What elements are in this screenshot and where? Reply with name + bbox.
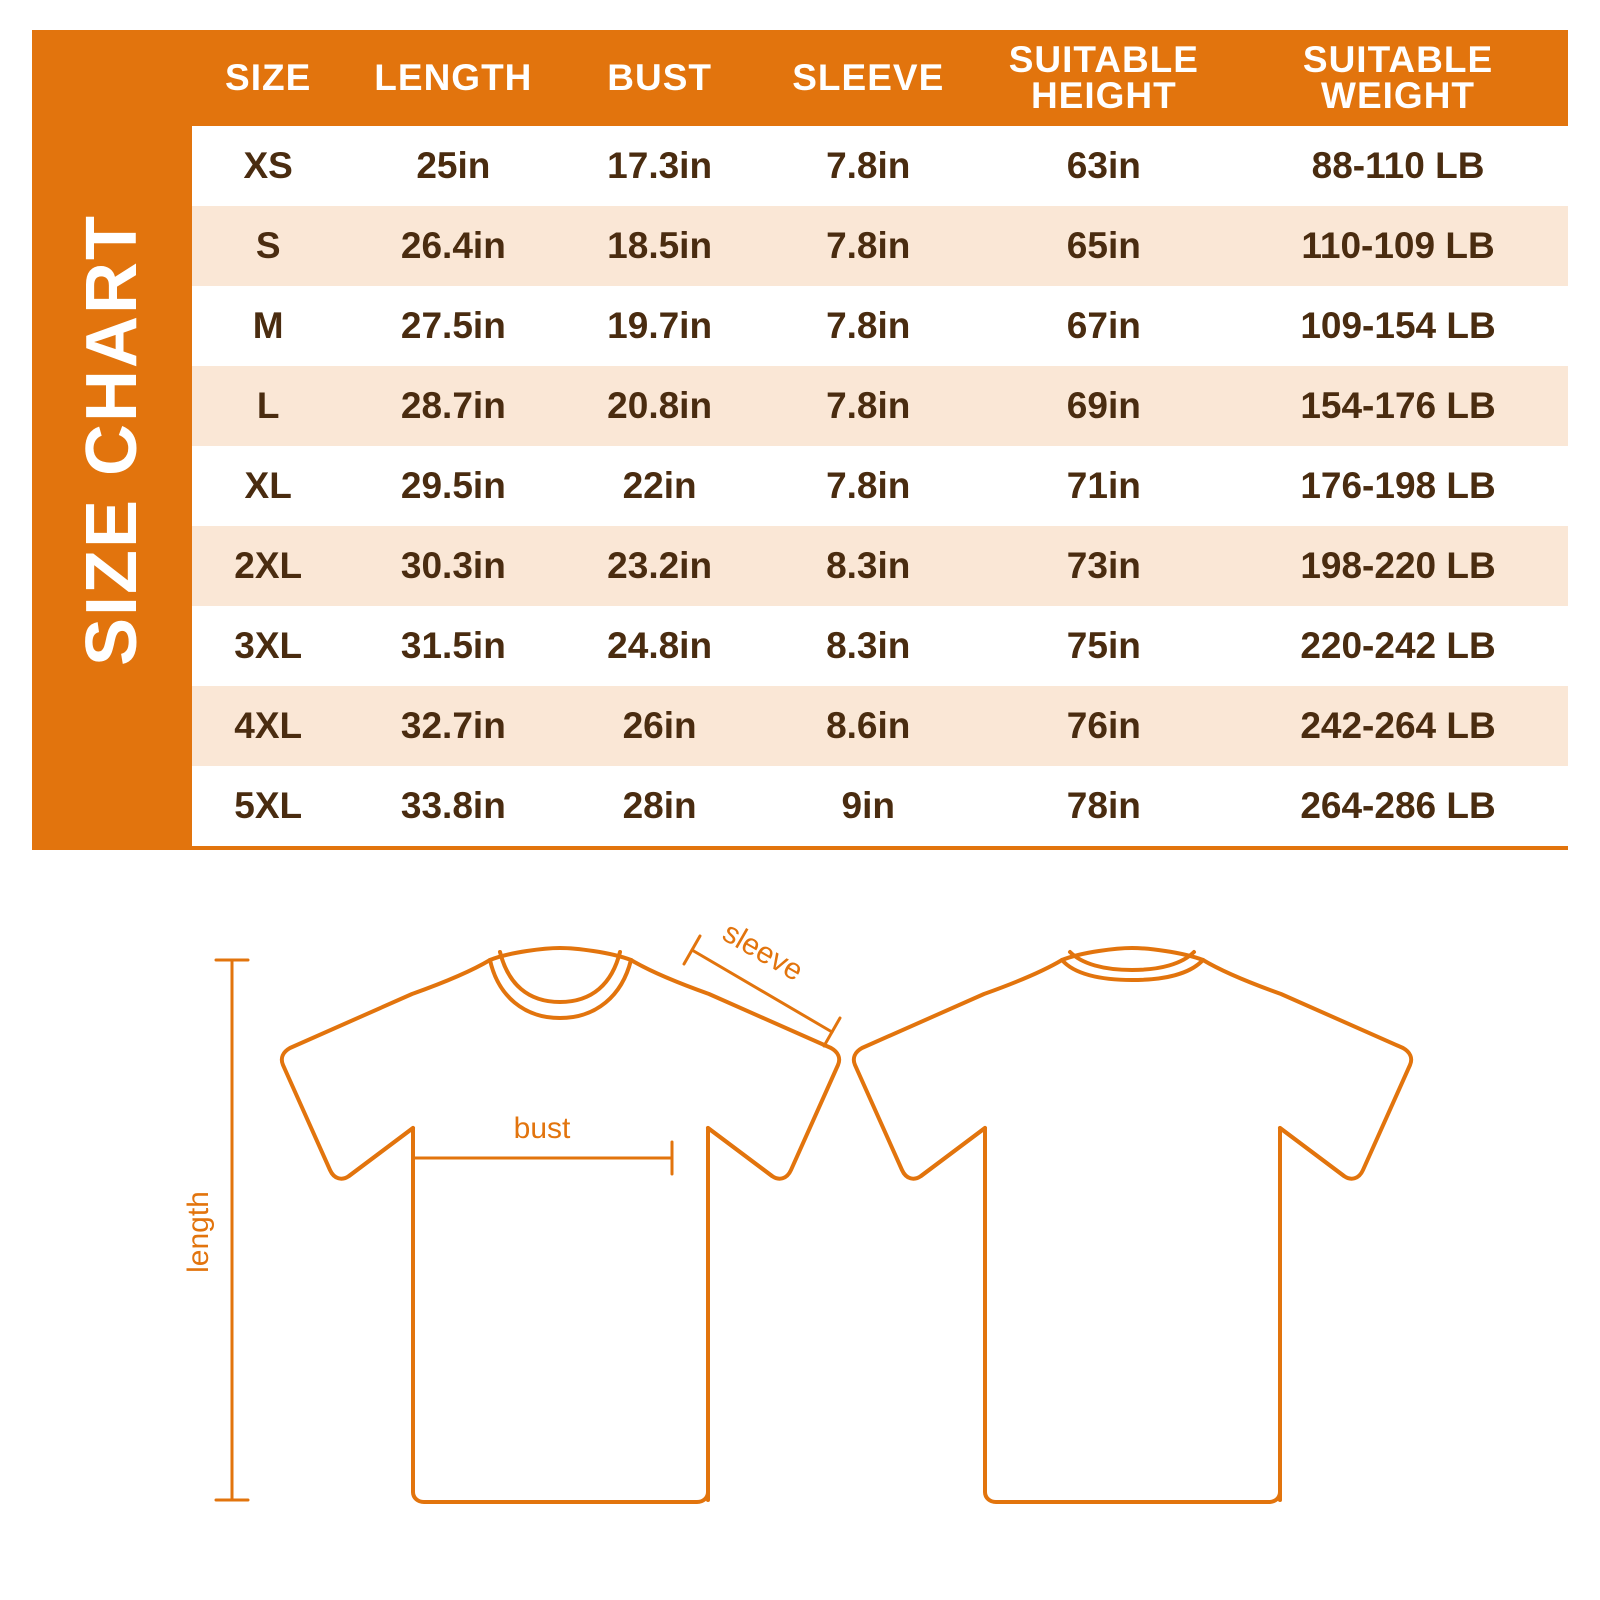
cell-weight: 242-264 LB — [1228, 686, 1568, 766]
cell-height: 73in — [980, 526, 1228, 606]
cell-sleeve: 8.6in — [757, 686, 980, 766]
cell-bust: 26in — [562, 686, 757, 766]
size-table — [192, 30, 1568, 846]
cell-length: 30.3in — [344, 526, 562, 606]
table-row — [192, 126, 1568, 206]
cell-size: 5XL — [192, 766, 344, 846]
size-table-column — [192, 30, 1568, 850]
cell-size: XL — [192, 446, 344, 526]
column-header-size: SIZE — [225, 56, 312, 98]
cell-weight: 110-109 LB — [1228, 206, 1568, 286]
cell-bust: 22in — [562, 446, 757, 526]
bust-dimension — [413, 1142, 672, 1174]
column-header-bust: BUST — [607, 56, 712, 98]
cell-height: 71in — [980, 446, 1228, 526]
cell-length: 25in — [344, 126, 562, 206]
column-header-suitable-weight — [1228, 30, 1568, 126]
bust-label: bust — [513, 1112, 571, 1145]
cell-sleeve: 7.8in — [757, 446, 980, 526]
size-chart-panel — [32, 30, 1568, 850]
cell-height: 63in — [980, 126, 1228, 206]
cell-height: 65in — [980, 206, 1228, 286]
cell-size: L — [192, 366, 344, 446]
cell-bust: 23.2in — [562, 526, 757, 606]
cell-length: 31.5in — [344, 606, 562, 686]
table-row — [192, 286, 1568, 366]
column-header-suitable-weight-line2: WEIGHT — [1321, 75, 1476, 116]
cell-bust: 24.8in — [562, 606, 757, 686]
cell-bust: 19.7in — [562, 286, 757, 366]
cell-length: 32.7in — [344, 686, 562, 766]
cell-weight: 154-176 LB — [1228, 366, 1568, 446]
table-row — [192, 766, 1568, 846]
cell-bust: 20.8in — [562, 366, 757, 446]
cell-length: 27.5in — [344, 286, 562, 366]
tshirt-front-view — [282, 948, 839, 1502]
table-row — [192, 686, 1568, 766]
length-dimension — [216, 960, 248, 1500]
cell-weight: 88-110 LB — [1228, 126, 1568, 206]
column-header-sleeve: SLEEVE — [792, 56, 945, 98]
sleeve-label: sleeve — [716, 915, 809, 988]
column-header-suitable-height — [980, 30, 1228, 126]
table-row — [192, 206, 1568, 286]
cell-height: 75in — [980, 606, 1228, 686]
cell-weight: 220-242 LB — [1228, 606, 1568, 686]
cell-size: XS — [192, 126, 344, 206]
cell-weight: 264-286 LB — [1228, 766, 1568, 846]
cell-weight: 109-154 LB — [1228, 286, 1568, 366]
table-row — [192, 446, 1568, 526]
length-label: length — [182, 1191, 215, 1273]
table-row — [192, 606, 1568, 686]
column-header-suitable-weight-line1: SUITABLE — [1302, 38, 1494, 80]
table-row — [192, 366, 1568, 446]
cell-height: 76in — [980, 686, 1228, 766]
column-header-suitable-height-line1: SUITABLE — [1008, 38, 1199, 80]
cell-sleeve: 7.8in — [757, 126, 980, 206]
cell-size: 3XL — [192, 606, 344, 686]
cell-bust: 28in — [562, 766, 757, 846]
table-row — [192, 526, 1568, 606]
cell-size: 2XL — [192, 526, 344, 606]
cell-bust: 17.3in — [562, 126, 757, 206]
cell-sleeve: 8.3in — [757, 606, 980, 686]
cell-weight: 198-220 LB — [1228, 526, 1568, 606]
cell-length: 28.7in — [344, 366, 562, 446]
cell-sleeve: 8.3in — [757, 526, 980, 606]
size-chart-title-column — [32, 30, 192, 850]
cell-weight: 176-198 LB — [1228, 446, 1568, 526]
cell-sleeve: 7.8in — [757, 286, 980, 366]
cell-length: 33.8in — [344, 766, 562, 846]
cell-sleeve: 7.8in — [757, 366, 980, 446]
cell-height: 69in — [980, 366, 1228, 446]
cell-length: 26.4in — [344, 206, 562, 286]
cell-length: 29.5in — [344, 446, 562, 526]
column-header-suitable-height-line2: HEIGHT — [1030, 75, 1177, 116]
cell-bust: 18.5in — [562, 206, 757, 286]
column-header-length: LENGTH — [374, 56, 533, 98]
tshirt-back-view — [854, 948, 1411, 1502]
page-title: SIZE CHART — [72, 214, 152, 666]
table-header-row — [192, 30, 1568, 126]
cell-height: 67in — [980, 286, 1228, 366]
cell-sleeve: 7.8in — [757, 206, 980, 286]
cell-size: 4XL — [192, 686, 344, 766]
cell-height: 78in — [980, 766, 1228, 846]
cell-size: S — [192, 206, 344, 286]
cell-size: M — [192, 286, 344, 366]
measurement-diagram — [0, 880, 1600, 1580]
cell-sleeve: 9in — [757, 766, 980, 846]
